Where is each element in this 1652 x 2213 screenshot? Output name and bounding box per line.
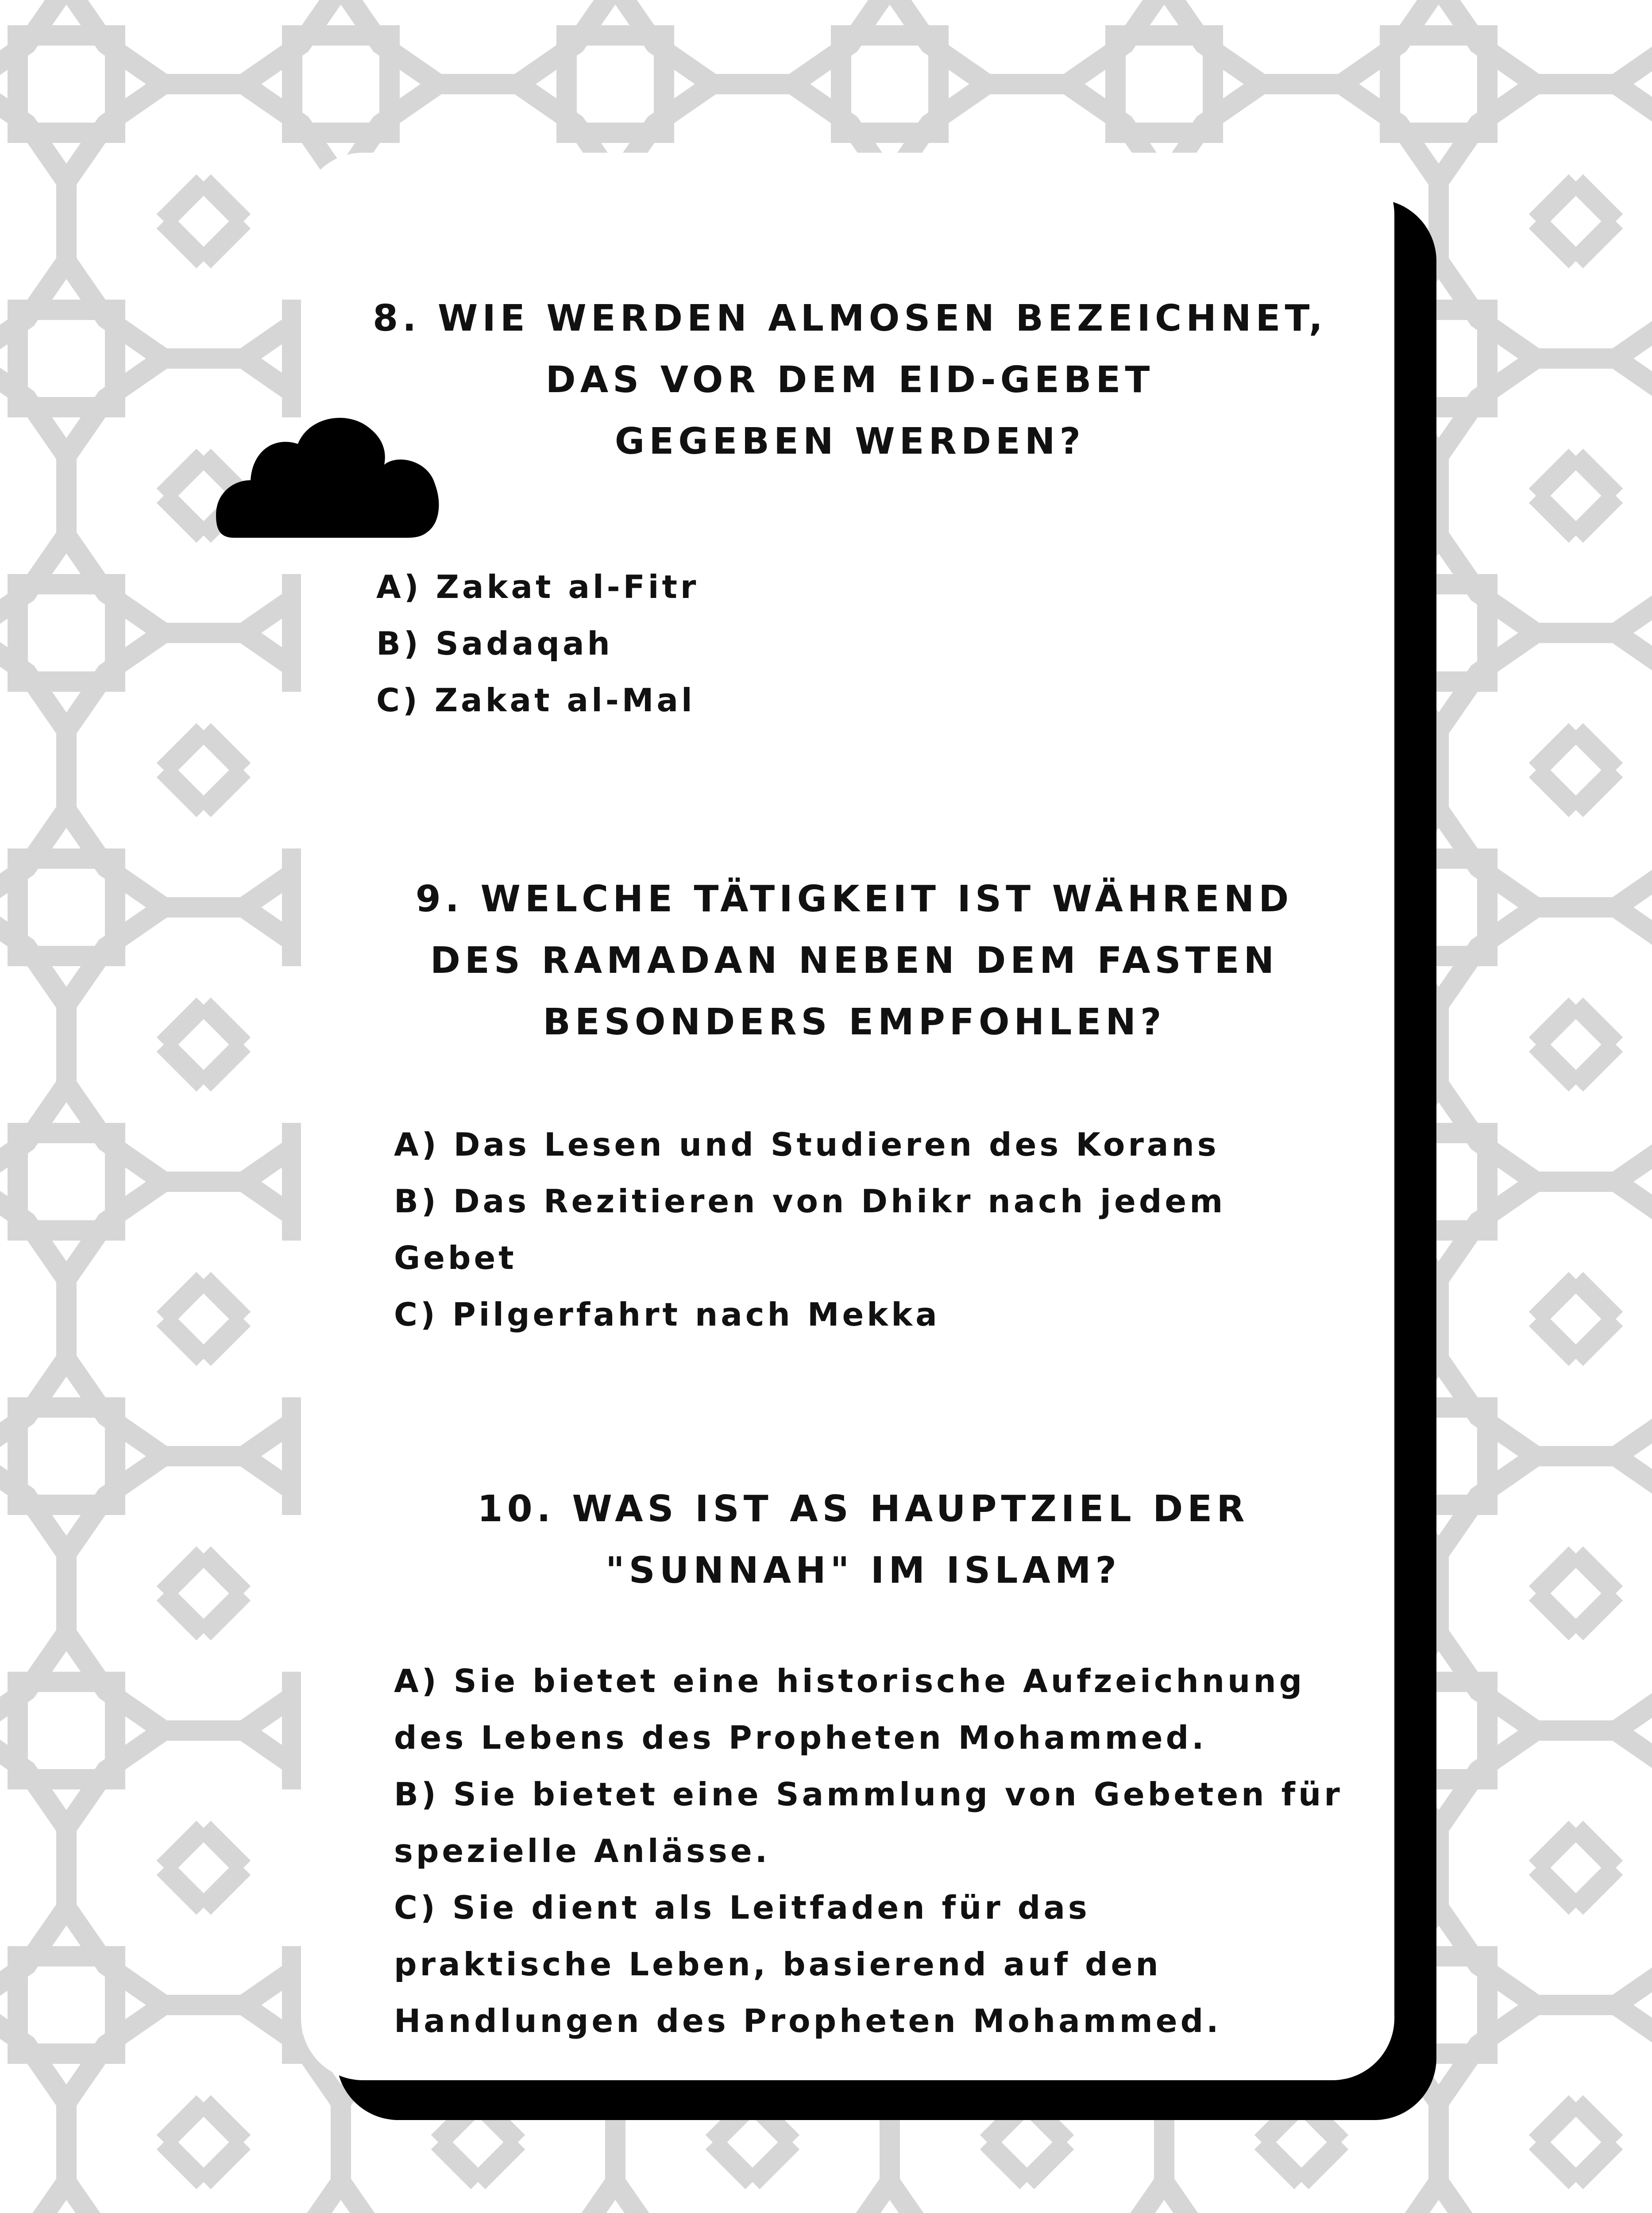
option-b-continued: Gebet: [394, 1239, 517, 1276]
question-8-title: [336, 288, 1363, 472]
option-b-continued: spezielle Anlässe.: [394, 1832, 771, 1870]
option-b: B) Sadaqah: [376, 625, 613, 662]
question-line: "SUNNAH" IM ISLAM?: [605, 1550, 1121, 1592]
option-b: B) Sie bietet eine Sammlung von Gebeten für: [394, 1776, 1343, 1813]
option-b: B) Das Rezitieren von Dhikr nach jedem: [394, 1183, 1226, 1220]
question-10-options: [394, 1653, 1343, 2049]
option-c-continued: Handlungen des Propheten Mohammed.: [394, 2002, 1222, 2040]
option-a: A) Zakat al-Fitr: [376, 568, 699, 605]
option-a-continued: des Lebens des Propheten Mohammed.: [394, 1719, 1207, 1756]
question-10-title: [354, 1478, 1372, 1601]
question-line: DES RAMADAN NEBEN DEM FASTEN: [430, 940, 1279, 982]
option-c: C) Sie dient als Leitfaden für das: [394, 1889, 1090, 1926]
option-c-continued: praktische Leben, basierend auf den: [394, 1946, 1162, 1983]
question-line: 8. WIE WERDEN ALMOSEN BEZEICHNET,: [373, 297, 1327, 339]
question-line: DAS VOR DEM EID-GEBET: [545, 359, 1154, 401]
question-8-options: [376, 559, 699, 729]
question-line: 10. WAS IST AS HAUPTZIEL DER: [477, 1488, 1249, 1530]
question-9-title: [345, 868, 1363, 1053]
option-a: A) Sie bietet eine historische Aufzeichnung: [394, 1662, 1305, 1700]
question-line: BESONDERS EMPFOHLEN?: [543, 1001, 1166, 1043]
option-a: A) Das Lesen und Studieren des Korans: [394, 1126, 1220, 1163]
question-line: GEGEBEN WERDEN?: [614, 420, 1085, 463]
option-c: C) Zakat al-Mal: [376, 682, 695, 719]
question-line: 9. WELCHE TÄTIGKEIT IST WÄHREND: [415, 878, 1293, 920]
option-c: C) Pilgerfahrt nach Mekka: [394, 1296, 940, 1333]
question-9-options: [394, 1116, 1226, 1343]
